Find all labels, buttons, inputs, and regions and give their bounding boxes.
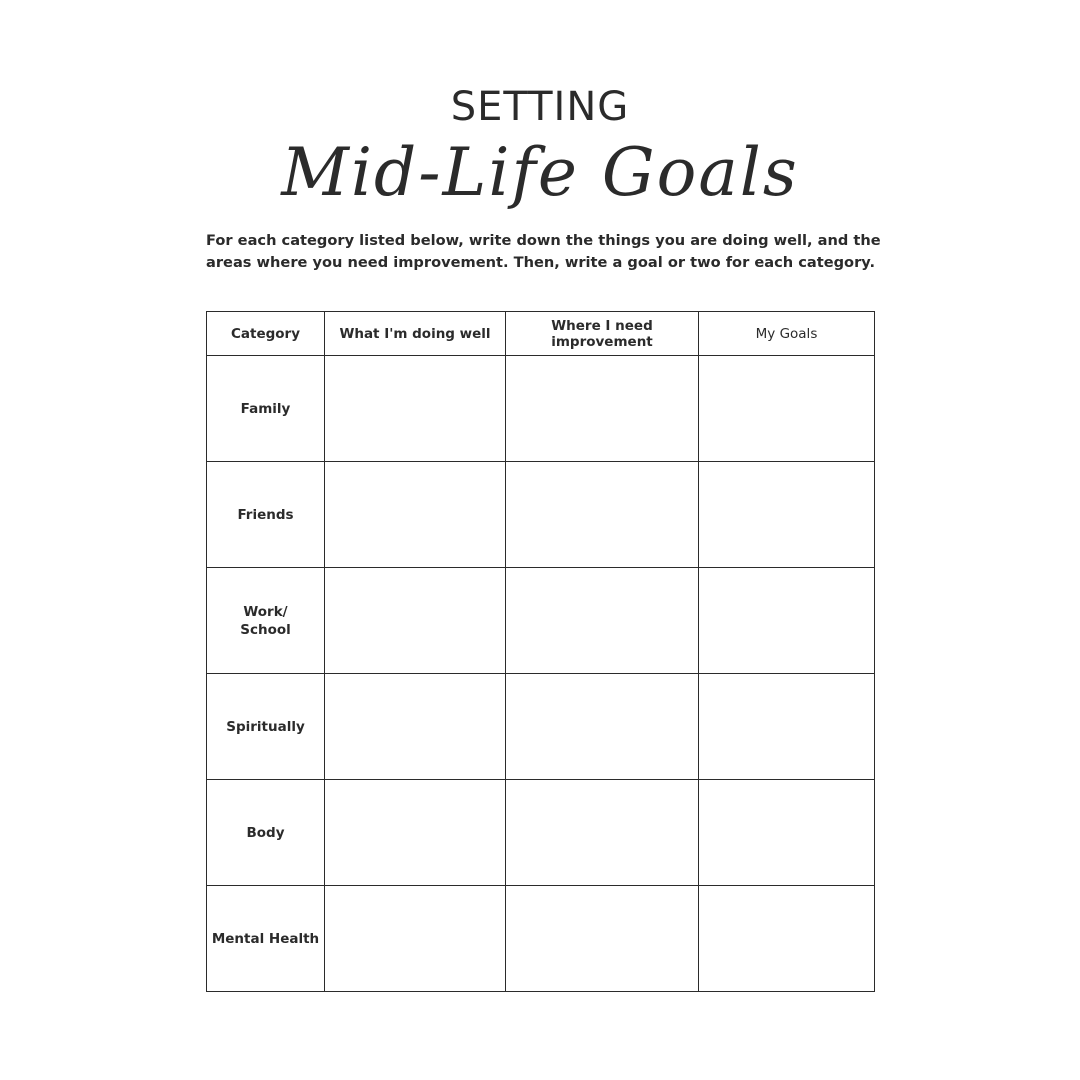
doing-well-cell[interactable] <box>325 568 506 674</box>
category-cell <box>207 568 325 674</box>
category-cell <box>207 462 325 568</box>
goals-table <box>206 311 875 992</box>
doing-well-cell[interactable] <box>325 674 506 780</box>
column-header-my-goals: My Goals <box>699 312 875 356</box>
category-label: Friends <box>237 506 294 523</box>
table-row <box>207 356 875 462</box>
instructions-text: For each category listed below, write down the things you are doing well, and the areas where you need improvement. Then, write a goal or two for each category. <box>206 232 881 271</box>
goals-cell[interactable] <box>699 462 875 568</box>
category-cell <box>207 674 325 780</box>
table-row <box>207 674 875 780</box>
category-label: Mental Health <box>211 930 320 947</box>
column-header-doing-well: What I'm doing well <box>325 312 506 356</box>
category-cell <box>207 886 325 992</box>
goals-cell[interactable] <box>699 780 875 886</box>
improvement-cell[interactable] <box>506 356 699 462</box>
improvement-cell[interactable] <box>506 568 699 674</box>
improvement-cell[interactable] <box>506 462 699 568</box>
table-row <box>207 462 875 568</box>
doing-well-cell[interactable] <box>325 780 506 886</box>
table-header-row <box>207 312 875 356</box>
category-cell <box>207 780 325 886</box>
doing-well-cell[interactable] <box>325 356 506 462</box>
column-header-category: Category <box>207 312 325 356</box>
goals-cell[interactable] <box>699 568 875 674</box>
category-label: Work/ School <box>240 603 291 638</box>
improvement-cell[interactable] <box>506 674 699 780</box>
improvement-cell[interactable] <box>506 886 699 992</box>
table-row <box>207 568 875 674</box>
category-label: Spiritually <box>226 718 305 735</box>
table-row <box>207 886 875 992</box>
category-cell <box>207 356 325 462</box>
goals-cell[interactable] <box>699 886 875 992</box>
goals-cell[interactable] <box>699 674 875 780</box>
improvement-cell[interactable] <box>506 780 699 886</box>
category-label: Family <box>240 400 291 417</box>
table-row <box>207 780 875 886</box>
page-title: Mid-Life Goals <box>281 134 799 211</box>
goals-cell[interactable] <box>699 356 875 462</box>
doing-well-cell[interactable] <box>325 886 506 992</box>
category-label: Body <box>246 824 285 841</box>
doing-well-cell[interactable] <box>325 462 506 568</box>
column-header-improvement: Where I need improvement <box>506 312 699 356</box>
page-kicker: SETTING <box>450 84 630 130</box>
